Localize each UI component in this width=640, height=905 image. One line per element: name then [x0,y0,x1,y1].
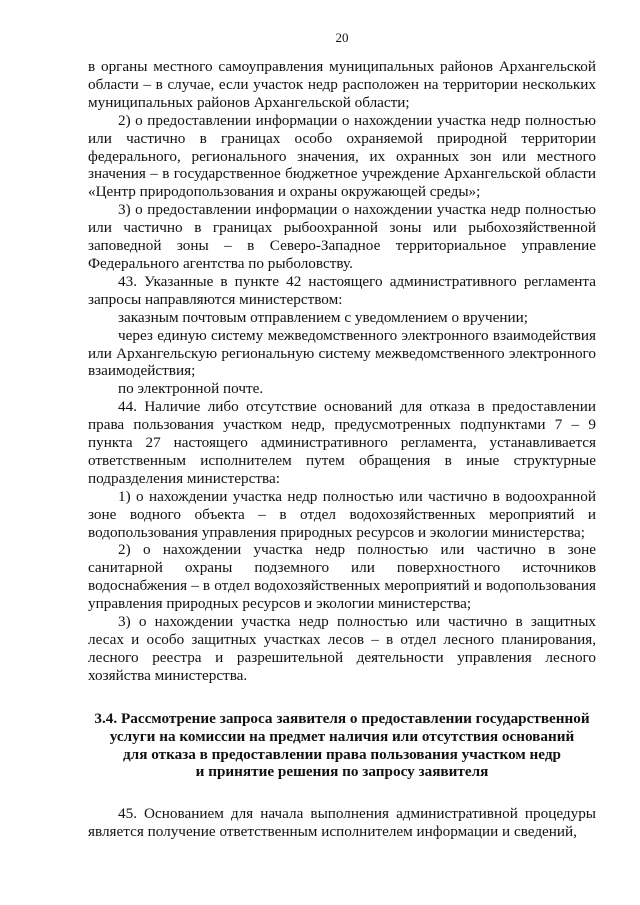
paragraph: заказным почтовым отправлением с уведомлением о вручении; [118,308,528,326]
paragraph: 2) о нахождении участка недр полностью или частично в зоне санитарной охраны подземного или поверхностного источников водоснабжения – в отдел водохозяйственных мероприятий и водопользования управления природных ресурсов и экологии министерства; [88,541,596,613]
section-heading-line: для отказа в предоставлении права пользования участком недр [123,745,561,763]
section-heading-line: услуги на комиссии на предмет наличия или отсутствия оснований [109,727,575,745]
page-number: 20 [335,30,349,45]
section-heading-line: 3.4. Рассмотрение запроса заявителя о предоставлении государственной [94,709,590,727]
paragraph: 45. Основанием для начала выполнения административной процедуры является получение ответственным исполнителем информации и сведений, [88,805,596,841]
body-after-heading [88,805,596,841]
paragraph: через единую систему межведомственного электронного взаимодействия или Архангельскую региональную систему межведомственного электронного взаимодействия; [88,326,596,380]
section-heading-line: и принятие решения по запросу заявителя [195,763,489,781]
paragraph: 2) о предоставлении информации о нахождении участка недр полностью или частично в границах особо охраняемой природной территории федерального, регионального значения, их охранных зон или местного значения – в государственное бюджетное учреждение Архангельской области «Центр природопользования и охраны окружающей среды»; [88,111,596,201]
document-page [88,30,596,841]
paragraph: по электронной почте. [118,380,264,398]
paragraph: в органы местного самоуправления муниципальных районов Архангельской области – в случае, если участок недр расположен на территории нескольких муниципальных районов Архангельской области; [88,58,596,111]
paragraph: 44. Наличие либо отсутствие оснований для отказа в предоставлении права пользования участком недр, предусмотренных подпунктами 7 – 9 пункта 27 настоящего административного регламента, устанавливается ответственным исполнителем путем обращения в иные структурные подразделения министерства: [88,398,596,487]
paragraph: 43. Указанные в пункте 42 настоящего административного регламента запросы направляются министерством: [88,272,596,308]
paragraph: 1) о нахождении участка недр полностью или частично в водоохранной зоне водного объекта – в отдел водохозяйственных мероприятий и водопользования управления природных ресурсов и экологии министерства; [88,487,596,541]
paragraph: 3) о предоставлении информации о нахождении участка недр полностью или частично в границах рыбоохранной зоны или рыбохозяйственной заповедной зоны – в Северо-Западное территориальное управление Федерального агентства по рыболовству. [88,201,596,272]
section-heading [88,710,596,782]
body-before-heading [88,58,596,685]
paragraph: 3) о нахождении участка недр полностью или частично в защитных лесах и особо защитных участках лесов – в отдел лесного планирования, лесного реестра и разрешительной деятельности управления лесного хозяйства министерства. [88,613,596,684]
